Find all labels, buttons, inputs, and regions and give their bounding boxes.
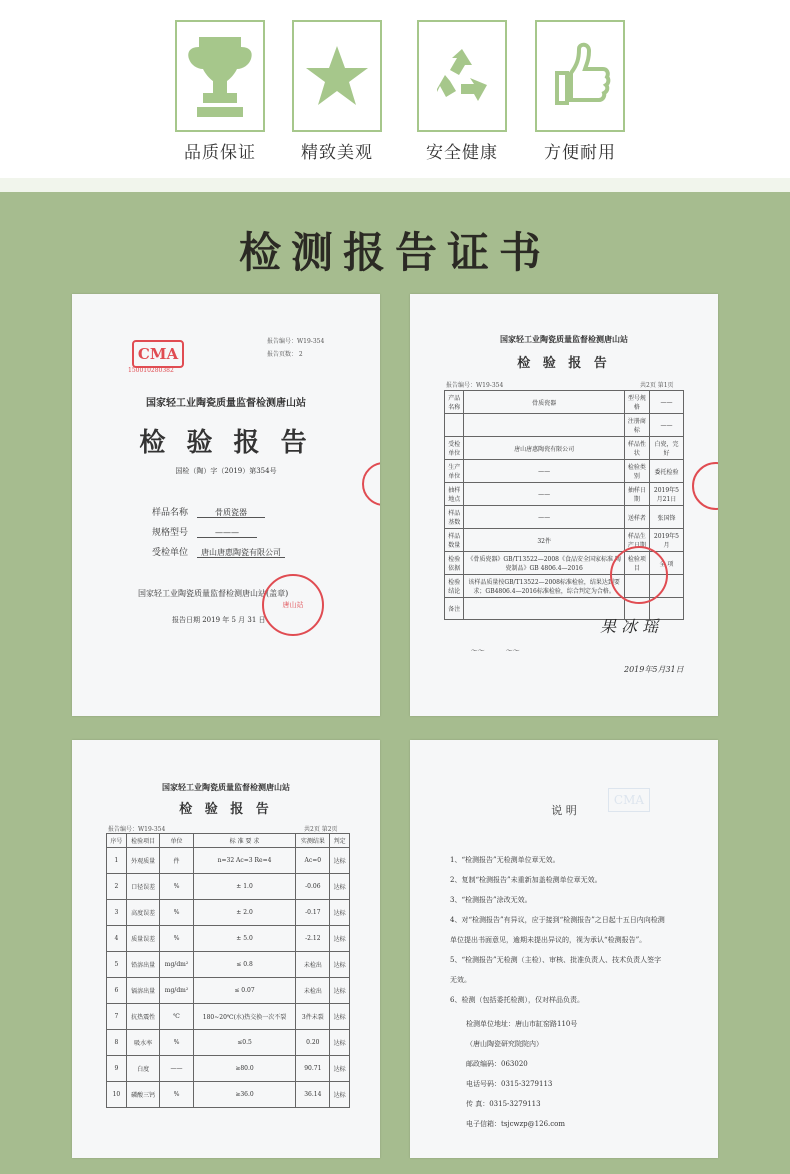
table-cell: 全 项	[649, 552, 683, 575]
table-row	[107, 978, 350, 1004]
watermark-logo: CMA	[608, 788, 650, 812]
table-cell: 3件未裂	[296, 1004, 330, 1030]
table-cell: 检验结论	[445, 575, 464, 598]
table-cell: 8	[107, 1030, 127, 1056]
table-cell: 张国锋	[649, 506, 683, 529]
recycle-icon	[417, 20, 507, 132]
table-row	[107, 874, 350, 900]
table-row	[445, 483, 684, 506]
table-cell: %	[160, 1030, 193, 1056]
table-cell: 检验依据	[445, 552, 464, 575]
table-cell: 达标	[330, 952, 350, 978]
table-row	[445, 391, 684, 414]
contact-item: 邮政编码：063020	[466, 1060, 528, 1068]
note-item: 3、“检测报告”涂改无效。	[450, 896, 532, 904]
table-cell: 注册商标	[624, 414, 649, 437]
thumbs-up-icon	[535, 20, 625, 132]
feature-label: 品质保证	[184, 143, 256, 163]
cover-title: 检 验 报 告	[139, 428, 313, 458]
contact-item: 传 真：0315-3279113	[466, 1100, 541, 1108]
note-item: 1、“检测报告”无检测单位章无效。	[450, 856, 560, 864]
report-notes	[410, 740, 718, 1158]
cma-code: 150010280382	[128, 367, 174, 374]
cover-footer-org: 国家轻工业陶瓷质量监督检测唐山站(盖章)	[138, 589, 289, 598]
cover-date: 报告日期 2019 年 5 月 31 日	[172, 616, 266, 624]
report-page-2	[72, 740, 380, 1158]
table-cell: ≤0.5	[193, 1030, 296, 1056]
table-cell: 达标	[330, 900, 350, 926]
features-header	[0, 0, 790, 178]
table-cell: 1	[107, 848, 127, 874]
table-row	[107, 848, 350, 874]
table-cell: ——	[649, 414, 683, 437]
table-cell: 抽样日期	[624, 483, 649, 506]
feature-beauty	[282, 20, 392, 163]
table-row	[107, 1056, 350, 1082]
table-cell: 该样品质量按GB/T13522—2008标准检验，结果达到要求；GB4806.4—2016标准检验，综合判定为合格。	[464, 575, 624, 598]
table-cell: 未检出	[296, 952, 330, 978]
page1-org: 国家轻工业陶瓷质量监督检测唐山站	[500, 334, 628, 344]
table-row	[445, 414, 684, 437]
table-cell: %	[160, 900, 193, 926]
table-cell: 2019年5月21日	[649, 483, 683, 506]
table-row	[107, 1004, 350, 1030]
page2-org: 国家轻工业陶瓷质量监督检测唐山站	[162, 782, 290, 792]
star-icon	[292, 20, 382, 132]
table-cell: 铅溶出量	[126, 952, 160, 978]
feature-quality	[165, 20, 275, 163]
table-cell: 7	[107, 1004, 127, 1030]
table-cell: 2019年5月	[649, 529, 683, 552]
red-seal-edge	[692, 462, 718, 510]
table-cell: ± 1.0	[193, 874, 296, 900]
note-item: 2、复制“检测报告”未重新加盖检测单位章无效。	[450, 876, 602, 884]
divider-band	[0, 178, 790, 192]
note-item: 4、对“检测报告”有异议，应于接到“检测报告”之日起十五日内向检测	[450, 916, 665, 924]
table-cell: 白瓷，完好	[649, 437, 683, 460]
field-value: 唐山唐惠陶瓷有限公司	[197, 548, 285, 558]
table-cell: 质量误差	[126, 926, 160, 952]
notes-title: 说 明	[551, 804, 577, 817]
table-cell: 备注	[445, 598, 464, 620]
red-seal	[610, 546, 668, 604]
table-cell: 型号规格	[624, 391, 649, 414]
table-cell: 样品性状	[624, 437, 649, 460]
table-cell: 白度	[126, 1056, 160, 1082]
table-cell: 骨质瓷器	[464, 391, 624, 414]
table-cell: 外观质量	[126, 848, 160, 874]
table-cell: -0.06	[296, 874, 330, 900]
table-cell: 达标	[330, 926, 350, 952]
table-cell: ± 2.0	[193, 900, 296, 926]
table-cell: ℃	[160, 1004, 193, 1030]
table-cell: 检验类别	[624, 460, 649, 483]
table-cell: 9	[107, 1056, 127, 1082]
table-row	[107, 926, 350, 952]
page1-date: 2019年5月31日	[624, 665, 684, 674]
contact-list	[466, 1014, 577, 1134]
feature-label: 精致美观	[301, 143, 373, 163]
table-cell: 委托检验	[649, 460, 683, 483]
table-cell: mg/dm²	[160, 978, 193, 1004]
page2-no: 报告编号：W19-354	[108, 826, 166, 833]
table-cell: 件	[160, 848, 193, 874]
table-header-cell: 检验项目	[126, 834, 160, 848]
table-row	[107, 1082, 350, 1108]
signature-small: ～～ ～～	[470, 647, 519, 655]
feature-label: 安全健康	[426, 143, 498, 163]
page1-no: 报告编号：W19-354	[446, 382, 504, 389]
table-cell: 36.14	[296, 1082, 330, 1108]
table-cell: Ac=0	[296, 848, 330, 874]
table-cell: 口径误差	[126, 874, 160, 900]
table-row	[445, 506, 684, 529]
table-header-cell: 单位	[160, 834, 193, 848]
note-item: 6、检测（包括委托检测），仅对样品负责。	[450, 996, 584, 1004]
table-cell: 180~20℃(水)热交换一次不裂	[193, 1004, 296, 1030]
table-row	[445, 460, 684, 483]
table-cell: 检验项目	[624, 552, 649, 575]
note-item: 单位提出书面意见，逾期未提出异议的，视为承认“检测报告”。	[450, 936, 647, 944]
table-cell: 磷酸三钙	[126, 1082, 160, 1108]
table-header-cell: 标 准 要 求	[193, 834, 296, 848]
trophy-icon	[175, 20, 265, 132]
table-cell	[464, 414, 624, 437]
table-cell: 高度误差	[126, 900, 160, 926]
table-cell: ≤ 0.8	[193, 952, 296, 978]
table-cell: 达标	[330, 1030, 350, 1056]
field-value: 骨质瓷器	[197, 508, 265, 518]
table-cell: 达标	[330, 978, 350, 1004]
contact-item: 检测单位地址：唐山市缸窑路110号	[466, 1020, 578, 1028]
table-cell: 样品生产日期	[624, 529, 649, 552]
feature-safe	[407, 20, 517, 163]
table-cell: %	[160, 926, 193, 952]
table-cell: %	[160, 874, 193, 900]
table-cell: 90.71	[296, 1056, 330, 1082]
page2-pg: 共2页 第2页	[304, 826, 338, 833]
red-seal: 唐山站	[262, 574, 324, 636]
table-cell: -2.12	[296, 926, 330, 952]
page-count: 报告页数： 2	[267, 351, 303, 358]
table-cell: 达标	[330, 1082, 350, 1108]
table-cell: 抽样地点	[445, 483, 464, 506]
field-key: 受检单位	[152, 548, 189, 558]
table-cell: ——	[464, 506, 624, 529]
table-cell	[445, 414, 464, 437]
table-cell: ——	[464, 460, 624, 483]
cover-fields	[152, 503, 285, 563]
table-cell: 达标	[330, 874, 350, 900]
table-cell: 10	[107, 1082, 127, 1108]
page1-title: 检 验 报 告	[517, 356, 611, 371]
contact-item: 电话号码：0315-3279113	[466, 1080, 553, 1088]
note-item: 无效。	[450, 976, 471, 984]
table-cell: 6	[107, 978, 127, 1004]
table-cell: %	[160, 1082, 193, 1108]
notes-list	[450, 850, 665, 1010]
feature-label: 方便耐用	[544, 143, 616, 163]
table-cell: ≤ 0.07	[193, 978, 296, 1004]
table-row	[107, 952, 350, 978]
table-cell: ≥80.0	[193, 1056, 296, 1082]
cover-org: 国家轻工业陶瓷质量监督检测唐山站	[146, 398, 306, 409]
table-cell: n=32 Ac=3 Re=4	[193, 848, 296, 874]
table-cell: 吸水率	[126, 1030, 160, 1056]
table-cell: 0.20	[296, 1030, 330, 1056]
table-cell: ——	[160, 1056, 193, 1082]
table-header-cell: 实测结果	[296, 834, 330, 848]
table-cell: 《骨质瓷器》GB/T13522—2008《食品安全国家标准 陶瓷制品》GB 4806.4—2016	[464, 552, 624, 575]
report-page-1	[410, 294, 718, 716]
table-cell: ± 5.0	[193, 926, 296, 952]
table-cell: ——	[464, 483, 624, 506]
table-cell: 3	[107, 900, 127, 926]
table-row	[107, 900, 350, 926]
table-cell: 达标	[330, 1004, 350, 1030]
table-cell: 达标	[330, 1056, 350, 1082]
signature: 果 冰 瑶	[600, 617, 659, 636]
table-row	[445, 437, 684, 460]
table-cell: 唐山唐惠陶瓷有限公司	[464, 437, 624, 460]
table-cell: ——	[649, 391, 683, 414]
table-cell: 达标	[330, 848, 350, 874]
table-cell: -0.17	[296, 900, 330, 926]
table-cell: 生产单位	[445, 460, 464, 483]
table-cell: 受检单位	[445, 437, 464, 460]
table-cell: 产品名称	[445, 391, 464, 414]
table-header-cell: 序号	[107, 834, 127, 848]
table-cell: 未检出	[296, 978, 330, 1004]
report-cover	[72, 294, 380, 716]
page2-table	[106, 833, 350, 1108]
table-cell: 4	[107, 926, 127, 952]
page2-title: 检 验 报 告	[179, 802, 273, 817]
note-item: 5、“检测报告”无检测（主检）、审核、批准负责人、技术负责人签字	[450, 956, 662, 964]
contact-item: （唐山陶瓷研究院院内）	[466, 1040, 543, 1048]
table-header-row	[107, 834, 350, 848]
report-number: 报告编号：W19-354	[267, 338, 325, 345]
table-cell: 抗热震性	[126, 1004, 160, 1030]
table-cell: 2	[107, 874, 127, 900]
contact-item: 电子信箱：tsjcwzp@126.com	[466, 1120, 566, 1128]
cma-logo: CMA	[132, 340, 184, 368]
cover-doc-no: 国检（陶）字（2019）第354号	[175, 467, 277, 475]
feature-durable	[525, 20, 635, 163]
table-header-cell: 判定	[330, 834, 350, 848]
table-cell: 样品数量	[445, 529, 464, 552]
field-key: 规格型号	[152, 528, 189, 538]
table-row	[107, 1030, 350, 1056]
page1-pg: 共2页 第1页	[640, 382, 674, 389]
section-title: 检测报告证书	[238, 228, 551, 277]
table-cell: 送样者	[624, 506, 649, 529]
table-cell: mg/dm²	[160, 952, 193, 978]
table-cell: 样品基数	[445, 506, 464, 529]
table-cell: 5	[107, 952, 127, 978]
field-value: ———	[197, 528, 257, 538]
table-cell: 镉溶出量	[126, 978, 160, 1004]
field-key: 样品名称	[152, 508, 189, 518]
table-cell: ≥36.0	[193, 1082, 296, 1108]
table-cell: 32件	[464, 529, 624, 552]
